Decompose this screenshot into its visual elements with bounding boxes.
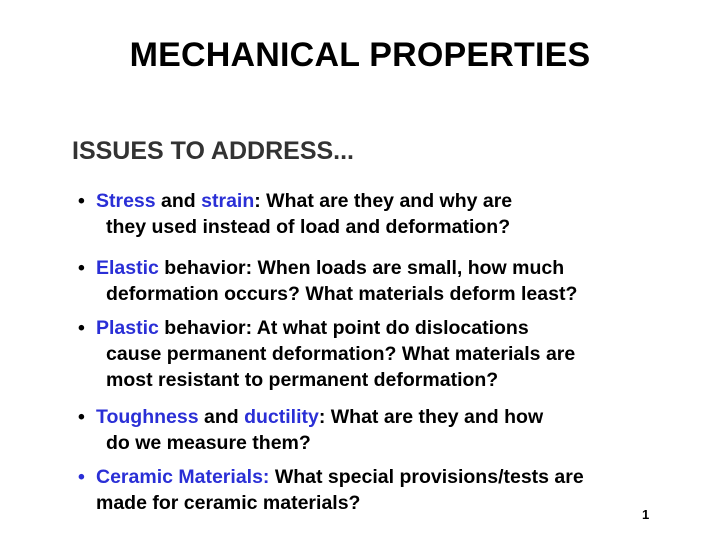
term-toughness: Toughness xyxy=(96,406,199,428)
bullet-continuation: made for ceramic materials? xyxy=(96,492,361,514)
bullet-continuation: cause permanent deformation? What materials are xyxy=(106,343,576,365)
bullet-toughness-ductility xyxy=(78,404,678,456)
bullet-dot: • xyxy=(78,317,85,339)
bullet-text: What special provisions/tests are xyxy=(274,466,584,488)
bullet-continuation: deformation occurs? What materials deform least? xyxy=(106,283,578,305)
page-number: 1 xyxy=(642,507,650,522)
issues-heading: ISSUES TO ADDRESS... xyxy=(72,137,355,165)
bullet-plastic xyxy=(78,315,678,393)
term-ductility: ductility xyxy=(244,406,319,428)
bullet-dot: • xyxy=(78,257,85,279)
bullet-continuation: they used instead of load and deformation? xyxy=(106,216,511,238)
bullet-dot: • xyxy=(78,466,85,488)
bullet-dot: • xyxy=(78,406,85,428)
joiner-text: and xyxy=(203,406,239,428)
bullet-continuation: most resistant to permanent deformation? xyxy=(106,369,499,391)
bullet-stress-strain xyxy=(78,188,678,240)
term-ceramic: Ceramic Materials: xyxy=(96,466,270,488)
term-elastic: Elastic xyxy=(96,257,159,279)
joiner-text: and xyxy=(161,190,196,212)
bullet-text: behavior: When loads are small, how much xyxy=(164,257,565,279)
bullet-continuation: do we measure them? xyxy=(106,432,311,454)
bullet-elastic xyxy=(78,255,678,307)
term-strain: strain xyxy=(201,190,255,212)
bullet-dot: • xyxy=(78,190,85,212)
bullet-text: behavior: At what point do dislocations xyxy=(164,317,529,339)
slide-title: MECHANICAL PROPERTIES xyxy=(129,36,591,74)
bullet-ceramic xyxy=(78,464,678,516)
bullet-text: : What are they and how xyxy=(318,406,544,428)
bullet-text: : What are they and why are xyxy=(254,190,513,212)
term-plastic: Plastic xyxy=(96,317,159,339)
term-stress: Stress xyxy=(96,190,156,212)
